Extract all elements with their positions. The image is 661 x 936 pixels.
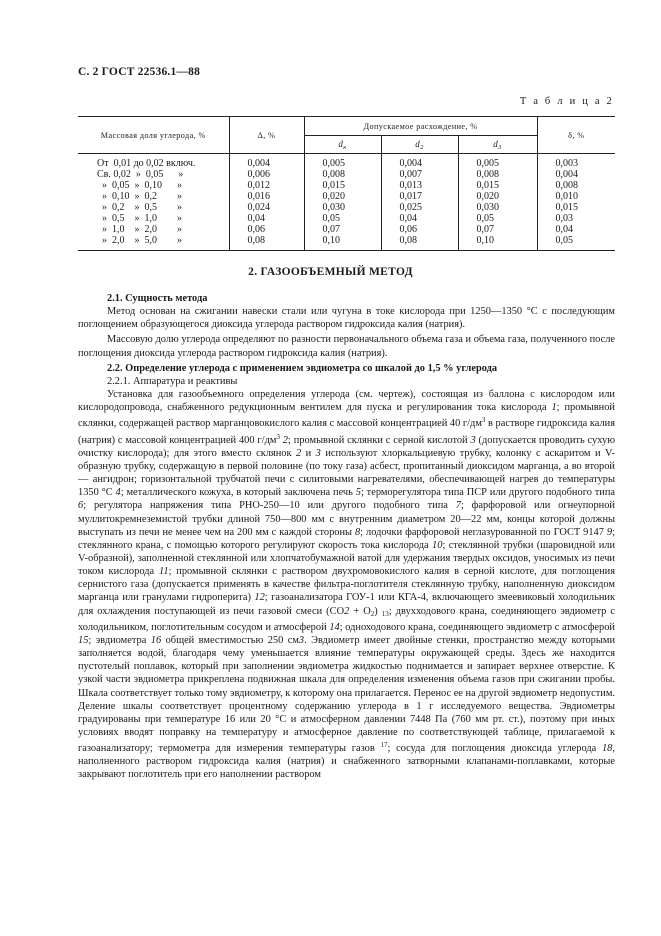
carbon-tolerance-table <box>78 116 615 251</box>
section-title: 2. ГАЗООБЪЕМНЫЙ МЕТОД <box>248 266 413 278</box>
cell-sigma: 0,015 <box>537 202 615 213</box>
text-run: . Эвдиометр имеет двойные стенки, пространство между которыми заполняется водой, благодаря чему уменьшается влияние температуры окружающей среды. Здесь же находится пустотелый поплавок, который при заполнении эвдиометра жидкостью поднимается и запирает верхнее отверстие. К узкой части эвдиометра прикреплена подвижная шкала для определения изменения объема газов при сжигании пробы. Шкала соответствует только тому эвдиометру, к которому она прилагается. Перенос ее на другой эвдиометр недопустим. Деление шкалы соответствует процентному содержанию углерода в 1 г исследуемого вещества. Эвдиометры градуированы при температуре 16 или 20 °С и атмосферном давлении 7448 Па (760 мм рт. ст.), поэтому при иных условиях вводят поправку на температуру и атмосферное давление по соответствующей таблице, прилагаемой к газоанализатору; термометра для измерения температуры газов <box>78 634 615 755</box>
table-row <box>78 235 615 251</box>
cell-range: » 0,05 » 0,10 » <box>97 180 182 191</box>
text-run: используют хлоркальциевую трубку, колонку с аскаритом и V-образную трубку, содержащую в первой половине (по току газа) асбест, пропитанный диоксидом марганца, а во второй — ангидрон; горизонтальной трубчатой печи с силитовыми нагревателями, обеспечивающей нагрев до температуры 1350 °С <box>78 447 615 499</box>
text-run: в растворе гидроксида калия (натрия) с массовой концентрацией 400 г/дм <box>78 418 616 446</box>
col-header-dk: $d_к$ <box>304 136 381 154</box>
superscript: 3 <box>481 416 486 425</box>
table-row <box>78 224 615 235</box>
text-run: общей вместимостью 250 см <box>161 634 299 646</box>
running-head: С. 2 ГОСТ 22536.1—88 <box>78 66 201 78</box>
cell-delta: 0,04 <box>229 213 304 224</box>
figure-ref: 6 <box>78 500 84 512</box>
text-run: ; терморегулятора типа ПСР или другого подобного типа <box>360 487 615 499</box>
table-row <box>78 191 615 202</box>
table-caption: Т а б л и ц а 2 <box>519 96 614 107</box>
col-header-sigma: δ, % <box>537 117 615 154</box>
subscript: 13 <box>381 609 389 618</box>
table-row <box>78 213 615 224</box>
figure-ref: 8 <box>354 526 361 538</box>
paragraph-method-essence: Метод основан на сжигании навески стали или чугуна в токе кислорода при 1250—1350 °С с последующим поглощением образующегося диоксида углерода раствором гидроксида калия (натрия). <box>78 306 615 331</box>
paragraph-apparatus <box>78 388 615 782</box>
text-run: и <box>301 447 316 459</box>
figure-ref: 5 <box>355 487 361 499</box>
cell-range: » 0,10 » 0,2 » <box>97 191 182 202</box>
cell-sigma: 0,05 <box>537 235 615 251</box>
cell-sigma: 0,004 <box>537 169 615 180</box>
cell-d2: 0,017 <box>381 191 458 202</box>
text-run: ; металлического кожуха, в который заключена печь <box>120 487 356 499</box>
cell-dk: 0,020 <box>304 191 381 202</box>
text-run: ; стеклянной трубки (шаровидной или V-образной), заполненной стеклянной или хлопчатобумажной ватой для удержания твердых оксидов, уносимых из печи током кислорода <box>78 539 615 578</box>
text-run: ; одноходового крана, соединяющего эвдиометр с атмосферой <box>339 621 615 633</box>
cell-range: » 0,5 » 1,0 » <box>97 213 182 224</box>
table-row <box>78 202 615 213</box>
cell-d2: 0,013 <box>381 180 458 191</box>
cell-dk: 0,008 <box>304 169 381 180</box>
cell-dk: 0,005 <box>304 154 381 170</box>
cell-range: » 0,2 » 0,5 » <box>97 202 182 213</box>
figure-ref: 16 <box>150 634 162 646</box>
figure-ref: 3 <box>315 447 321 459</box>
cell-delta: 0,06 <box>229 224 304 235</box>
figure-ref: 9 <box>606 526 613 538</box>
cell-d2: 0,004 <box>381 154 458 170</box>
cell-d3: 0,10 <box>458 235 537 251</box>
cell-d2: 0,06 <box>381 224 458 235</box>
text-run: ; двухходового крана, соединяющего эвдиометр с холодильником, поглотительным сосудом и атмосферой <box>78 605 616 633</box>
text-run: ; стеклянного крана, с помощью которого регулируют скорость тока кислорода <box>78 526 615 551</box>
figure-ref: 15 <box>78 634 89 646</box>
figure-ref: 10 <box>432 539 443 551</box>
paragraph-mass-fraction: Массовую долю углерода определяют по разности первоначального объема газа и объема газа, полученного после поглощения диоксида углерода раствором гидроксида калия (натрия). <box>78 334 615 359</box>
cell-d3: 0,015 <box>458 180 537 191</box>
figure-ref: 12 <box>254 592 265 604</box>
cell-sigma: 0,003 <box>537 154 615 170</box>
cell-dk: 0,07 <box>304 224 381 235</box>
cell-d2: 0,007 <box>381 169 458 180</box>
text-run: (допускается проводить сухую очистку кислорода); для этого вместо склянок <box>78 434 615 459</box>
cell-d3: 0,030 <box>458 202 537 213</box>
cell-dk: 0,05 <box>304 213 381 224</box>
text-run: ; сосуда для поглощения диоксида углерода <box>387 743 602 755</box>
col-header-d3: $d_3$ <box>458 136 537 154</box>
text-run: ; промывной склянки, содержащей раствор марганцовокислого калия с массовой концентрацией 40 г/дм <box>78 402 615 430</box>
subscript: 2 <box>370 609 375 618</box>
cell-sigma: 0,04 <box>537 224 615 235</box>
cell-d3: 0,07 <box>458 224 537 235</box>
cell-sigma: 0,010 <box>537 191 615 202</box>
cell-sigma: 0,03 <box>537 213 615 224</box>
figure-ref: 7 <box>455 500 461 512</box>
cell-dk: 0,015 <box>304 180 381 191</box>
figure-ref: 11 <box>158 566 169 578</box>
figure-ref: 3 <box>470 434 476 446</box>
cell-range: » 2,0 » 5,0 » <box>97 235 182 246</box>
cell-d3: 0,020 <box>458 191 537 202</box>
cell-delta: 0,012 <box>229 180 304 191</box>
table-row <box>78 180 615 191</box>
superscript: 3 <box>276 432 280 441</box>
text-run: ; лодочки фарфоровой неглазурованной по ГОСТ 9147 <box>360 526 607 538</box>
cell-range: Св. 0,02 » 0,05 » <box>97 169 184 180</box>
table-row <box>78 169 615 180</box>
text-run: Установка для газообъемного определения углерода (см. чертеж), состоящая из баллона с кислородом или кислородопровода, снабженного редукционным вентилем для пуска и регулирования тока кислорода <box>78 389 615 414</box>
text-run: ; эвдиометра <box>88 634 151 646</box>
cell-sigma: 0,008 <box>537 180 615 191</box>
cell-range: От 0,01 до 0,02 включ. <box>97 158 196 169</box>
figure-ref: 4 <box>115 487 121 499</box>
text-run: ; газоанализатора ГОУ-1 или КГА-4, включающего змеевиковый холодильник для охлаждения поступающей из печи газовой смеси (СО <box>78 592 615 617</box>
cell-delta: 0,08 <box>229 235 304 251</box>
cell-d3: 0,05 <box>458 213 537 224</box>
superscript: 17 <box>380 741 388 750</box>
table-body <box>78 154 615 251</box>
figure-ref: 1 <box>551 402 557 414</box>
col-header-delta: Δ, % <box>229 117 304 154</box>
cell-d2: 0,04 <box>381 213 458 224</box>
text-run: ; фарфоровой или огнеупорной муллитокремнеземистой трубки длиной 750—800 мм с внутренним диаметром 20—22 мм, концы которой должны выступать из печи не менее чем на 200 мм с каждой стороны <box>78 500 615 538</box>
col-header-allowed-divergence: Допускаемое расхождение, % <box>304 117 537 136</box>
figure-ref: 2 <box>344 605 350 617</box>
cell-dk: 0,10 <box>304 235 381 251</box>
cell-delta: 0,024 <box>229 202 304 213</box>
cell-delta: 0,006 <box>229 169 304 180</box>
cell-d2: 0,08 <box>381 235 458 251</box>
text-run: + О <box>349 605 371 617</box>
text-run: ) <box>374 605 382 617</box>
cell-delta: 0,004 <box>229 154 304 170</box>
subsection-heading-2-1: 2.1. Сущность метода <box>107 293 208 304</box>
section-body <box>78 292 615 782</box>
figure-ref: 2 <box>282 434 288 446</box>
text-run: ; промывной склянки с серной кислотой <box>288 434 471 446</box>
cell-dk: 0,030 <box>304 202 381 213</box>
col-header-d2: $d_2$ <box>381 136 458 154</box>
cell-d3: 0,005 <box>458 154 537 170</box>
subsection-heading-2-2-1: 2.2.1. Аппаратура и реактивы <box>107 375 238 387</box>
figure-ref: 3 <box>298 634 305 646</box>
cell-d2: 0,025 <box>381 202 458 213</box>
cell-delta: 0,016 <box>229 191 304 202</box>
subsection-heading-2-2: 2.2. Определение углерода с применением эвдиометра со шкалой до 1,5 % углерода <box>107 362 498 374</box>
figure-ref: 14 <box>329 621 340 633</box>
text-run: ; промывной склянки с раствором двухромовокислого калия в серной кислоте, для поглощения сернистого газа (допускается применять в качестве фильтра-поглотителя стеклянную трубку, наполненную диоксидом марганца или гранулами гидроперита) <box>78 566 615 604</box>
cell-d3: 0,008 <box>458 169 537 180</box>
figure-ref: 18 <box>601 743 613 755</box>
table-row <box>78 154 615 170</box>
cell-range: » 1,0 » 2,0 » <box>97 224 182 235</box>
figure-ref: 2 <box>295 447 302 459</box>
col-header-mass-fraction: Массовая доля углерода, % <box>78 117 229 154</box>
text-run: ; регулятора напряжения типа РНО-250—10 или другого подобного типа <box>83 500 456 512</box>
text-run: , наполненного раствором гидроксида калия (натрия) и снабженного затворными клапанами-поплавками, которые закрывают поглотитель при его наполнении раствором <box>78 743 615 781</box>
